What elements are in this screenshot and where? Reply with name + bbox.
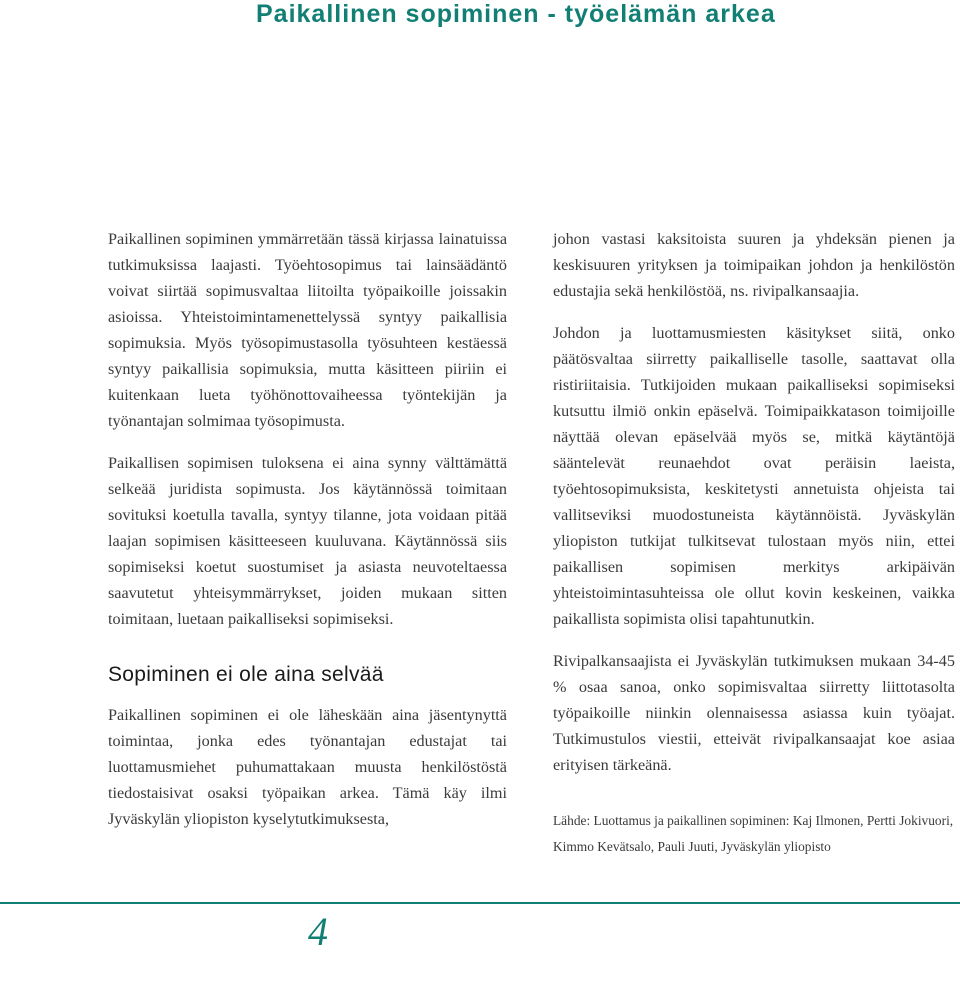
page-number: 4: [308, 909, 328, 954]
left-column: [108, 226, 507, 832]
source-citation: Lähde: Luottamus ja paikallinen sopiminen: Kaj Ilmonen, Pertti Jokivuori, Kimmo Kevätsalo, Pauli Juuti, Jyväskylän yliopisto: [553, 813, 954, 854]
body-paragraph: johon vastasi kaksitoista suuren ja yhdeksän pienen ja keskisuuren yrityksen ja toimipaikan johdon ja henkilöstön edustajia sekä henkilöstöä, ns. rivipalkansaajia.: [553, 230, 955, 300]
body-paragraph: Paikallinen sopiminen ymmärretään tässä kirjassa lainatuissa tutkimuksissa laajasti. Työehtosopimus tai lainsäädäntö voivat siirtää sopimusvaltaa liitoilta työpaikoille joissakin asioissa. Yhteistoimintamenettelyssä syntyy paikallisia sopimuksia. Myös työsopimustasolla työsuhteen kestäessä syntyy paikallisia sopimuksia, mutta käsitteen piiriin ei kuitenkaan lueta työhönottovaiheessa työntekijän ja työnantajan solmimaa työsopimusta.: [108, 230, 507, 430]
footer-rule: [0, 902, 960, 904]
body-paragraph: Rivipalkansaajista ei Jyväskylän tutkimuksen mukaan 34-45 % osaa sanoa, onko sopimisvaltaa siirretty liittotasolta työpaikoille niinkin olennaisessa asiassa kuin työajat. Tutkimustulos viestii, etteivät rivipalkansaajat koe asiaa erityisen tärkeänä.: [553, 652, 955, 774]
right-column: [553, 226, 955, 860]
body-paragraph: Johdon ja luottamusmiesten käsitykset siitä, onko päätösvaltaa siirretty paikalliselle tasolle, saattavat olla ristiriitaisia. Tutkijoiden mukaan paikalliseksi sopimiseksi kutsuttu ilmiö onkin epäselvä. Toimipaikkatason toimijoille näyttää olevan epäselvää myös se, mitkä käytäntöjä sääntelevät reunaehdot ovat peräisin laeista, työehtosopimuksista, keskitetysti annetuista ohjeista tai vallitseviksi muodostuneista käytännöistä. Jyväskylän yliopiston tutkijat tulkitsevat tulostaan myös niin, ettei paikallisen sopimisen merkitys arkipäivän yhteistoimintasuhteissa ole ollut kovin keskeinen, vaikka paikallista sopimista olisi tapahtunutkin.: [553, 324, 955, 628]
section-heading: Sopiminen ei ole aina selvää: [108, 663, 384, 686]
body-paragraph: Paikallisen sopimisen tuloksena ei aina synny välttämättä selkeää juridista sopimusta. Jos käytännössä toimitaan sovituksi koetulla tavalla, syntyy tilanne, jota voidaan pitää laajan sopimisen käsitteeseen kuuluvana. Käytännössä siis sopimiseksi koetut suostumiset ja asiasta neuvoteltaessa saavutetut yhteisymmärrykset, joiden mukaan sitten toimitaan, luetaan paikalliseksi sopimiseksi.: [108, 454, 507, 628]
page-title: Paikallinen sopiminen - työelämän arkea: [256, 0, 776, 28]
body-paragraph: Paikallinen sopiminen ei ole läheskään aina jäsentynyttä toimintaa, jonka edes työnantajan edustajat tai luottamusmiehet puhumattakaan muusta henkilöstöstä tiedostaisivat osaksi työpaikan arkea. Tämä käy ilmi Jyväskylän yliopiston kyselytutkimuksesta,: [108, 706, 507, 828]
